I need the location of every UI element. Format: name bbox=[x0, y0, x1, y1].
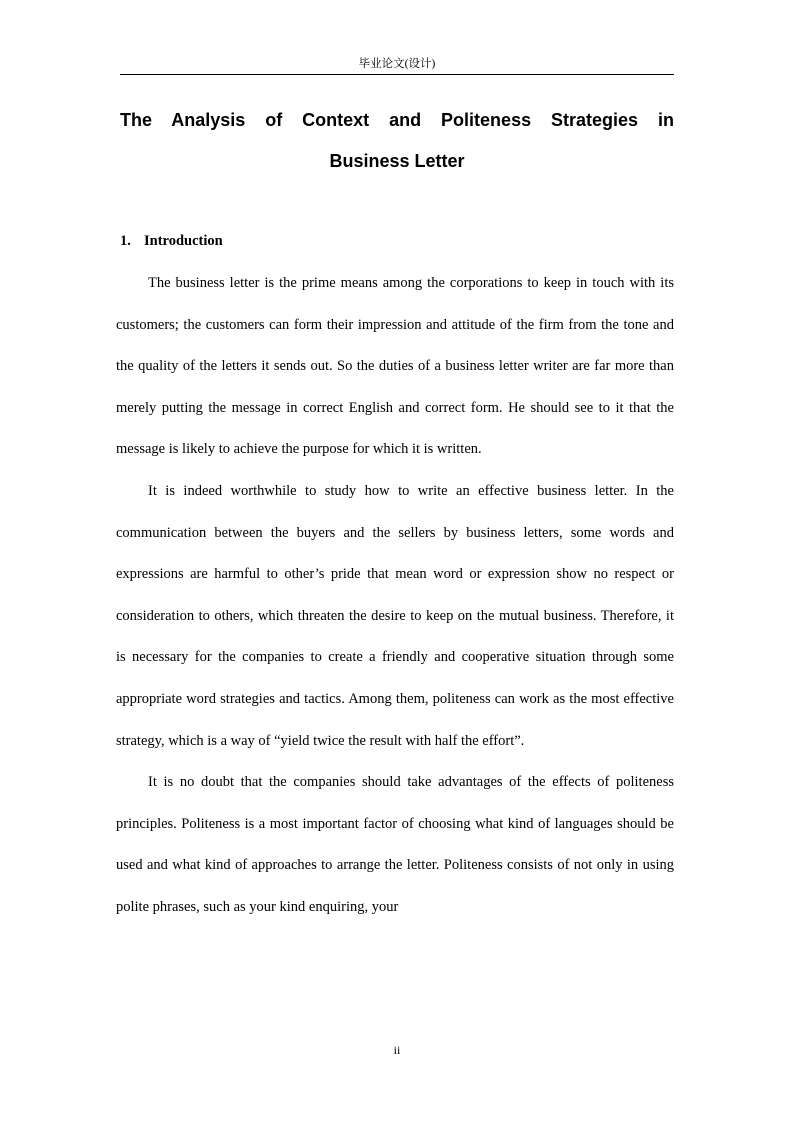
paragraph: It is no doubt that the companies should take advantages of the effects of politeness principles. Politeness is a most important factor of choosing what kind of languages should be used and what kind of approaches to arrange the letter. Politeness consists of not only in using polite phrases, such as your kind enquiring, your bbox=[116, 774, 674, 915]
paper-title-line-2: Business Letter bbox=[329, 151, 465, 171]
section-number: 1. bbox=[120, 233, 131, 249]
section-heading bbox=[120, 232, 223, 250]
body-text bbox=[116, 263, 674, 929]
paragraph: The business letter is the prime means among the corporations to keep in touch with its customers; the customers can form their impression and attitude of the firm from the tone and the quality of the letters it sends out. So the duties of a business letter writer are far more than merely putting the message in correct English and correct form. He should see to it that the message is likely to achieve the purpose for which it is written. bbox=[116, 275, 674, 458]
running-header: 毕业论文(设计) bbox=[358, 58, 436, 70]
paragraph: It is indeed worthwhile to study how to write an effective business letter. In the communication between the buyers and the sellers by business letters, some words and expressions are harmful to other’s pride that mean word or expression show no respect or consideration to others, which threaten the desire to keep on the mutual business. Therefore, it is necessary for the companies to create a friendly and cooperative situation through some appropriate word strategies and tactics. Among them, politeness can work as the most effective strategy, which is a way of “yield twice the result with half the effort”. bbox=[116, 482, 674, 749]
header-rule bbox=[120, 74, 674, 75]
paper-title-line-1: The Analysis of Context and Politeness Strategies in bbox=[120, 110, 674, 130]
section-title: Introduction bbox=[144, 233, 223, 249]
page-number: ii bbox=[393, 1043, 401, 1057]
paper-title bbox=[120, 100, 674, 182]
